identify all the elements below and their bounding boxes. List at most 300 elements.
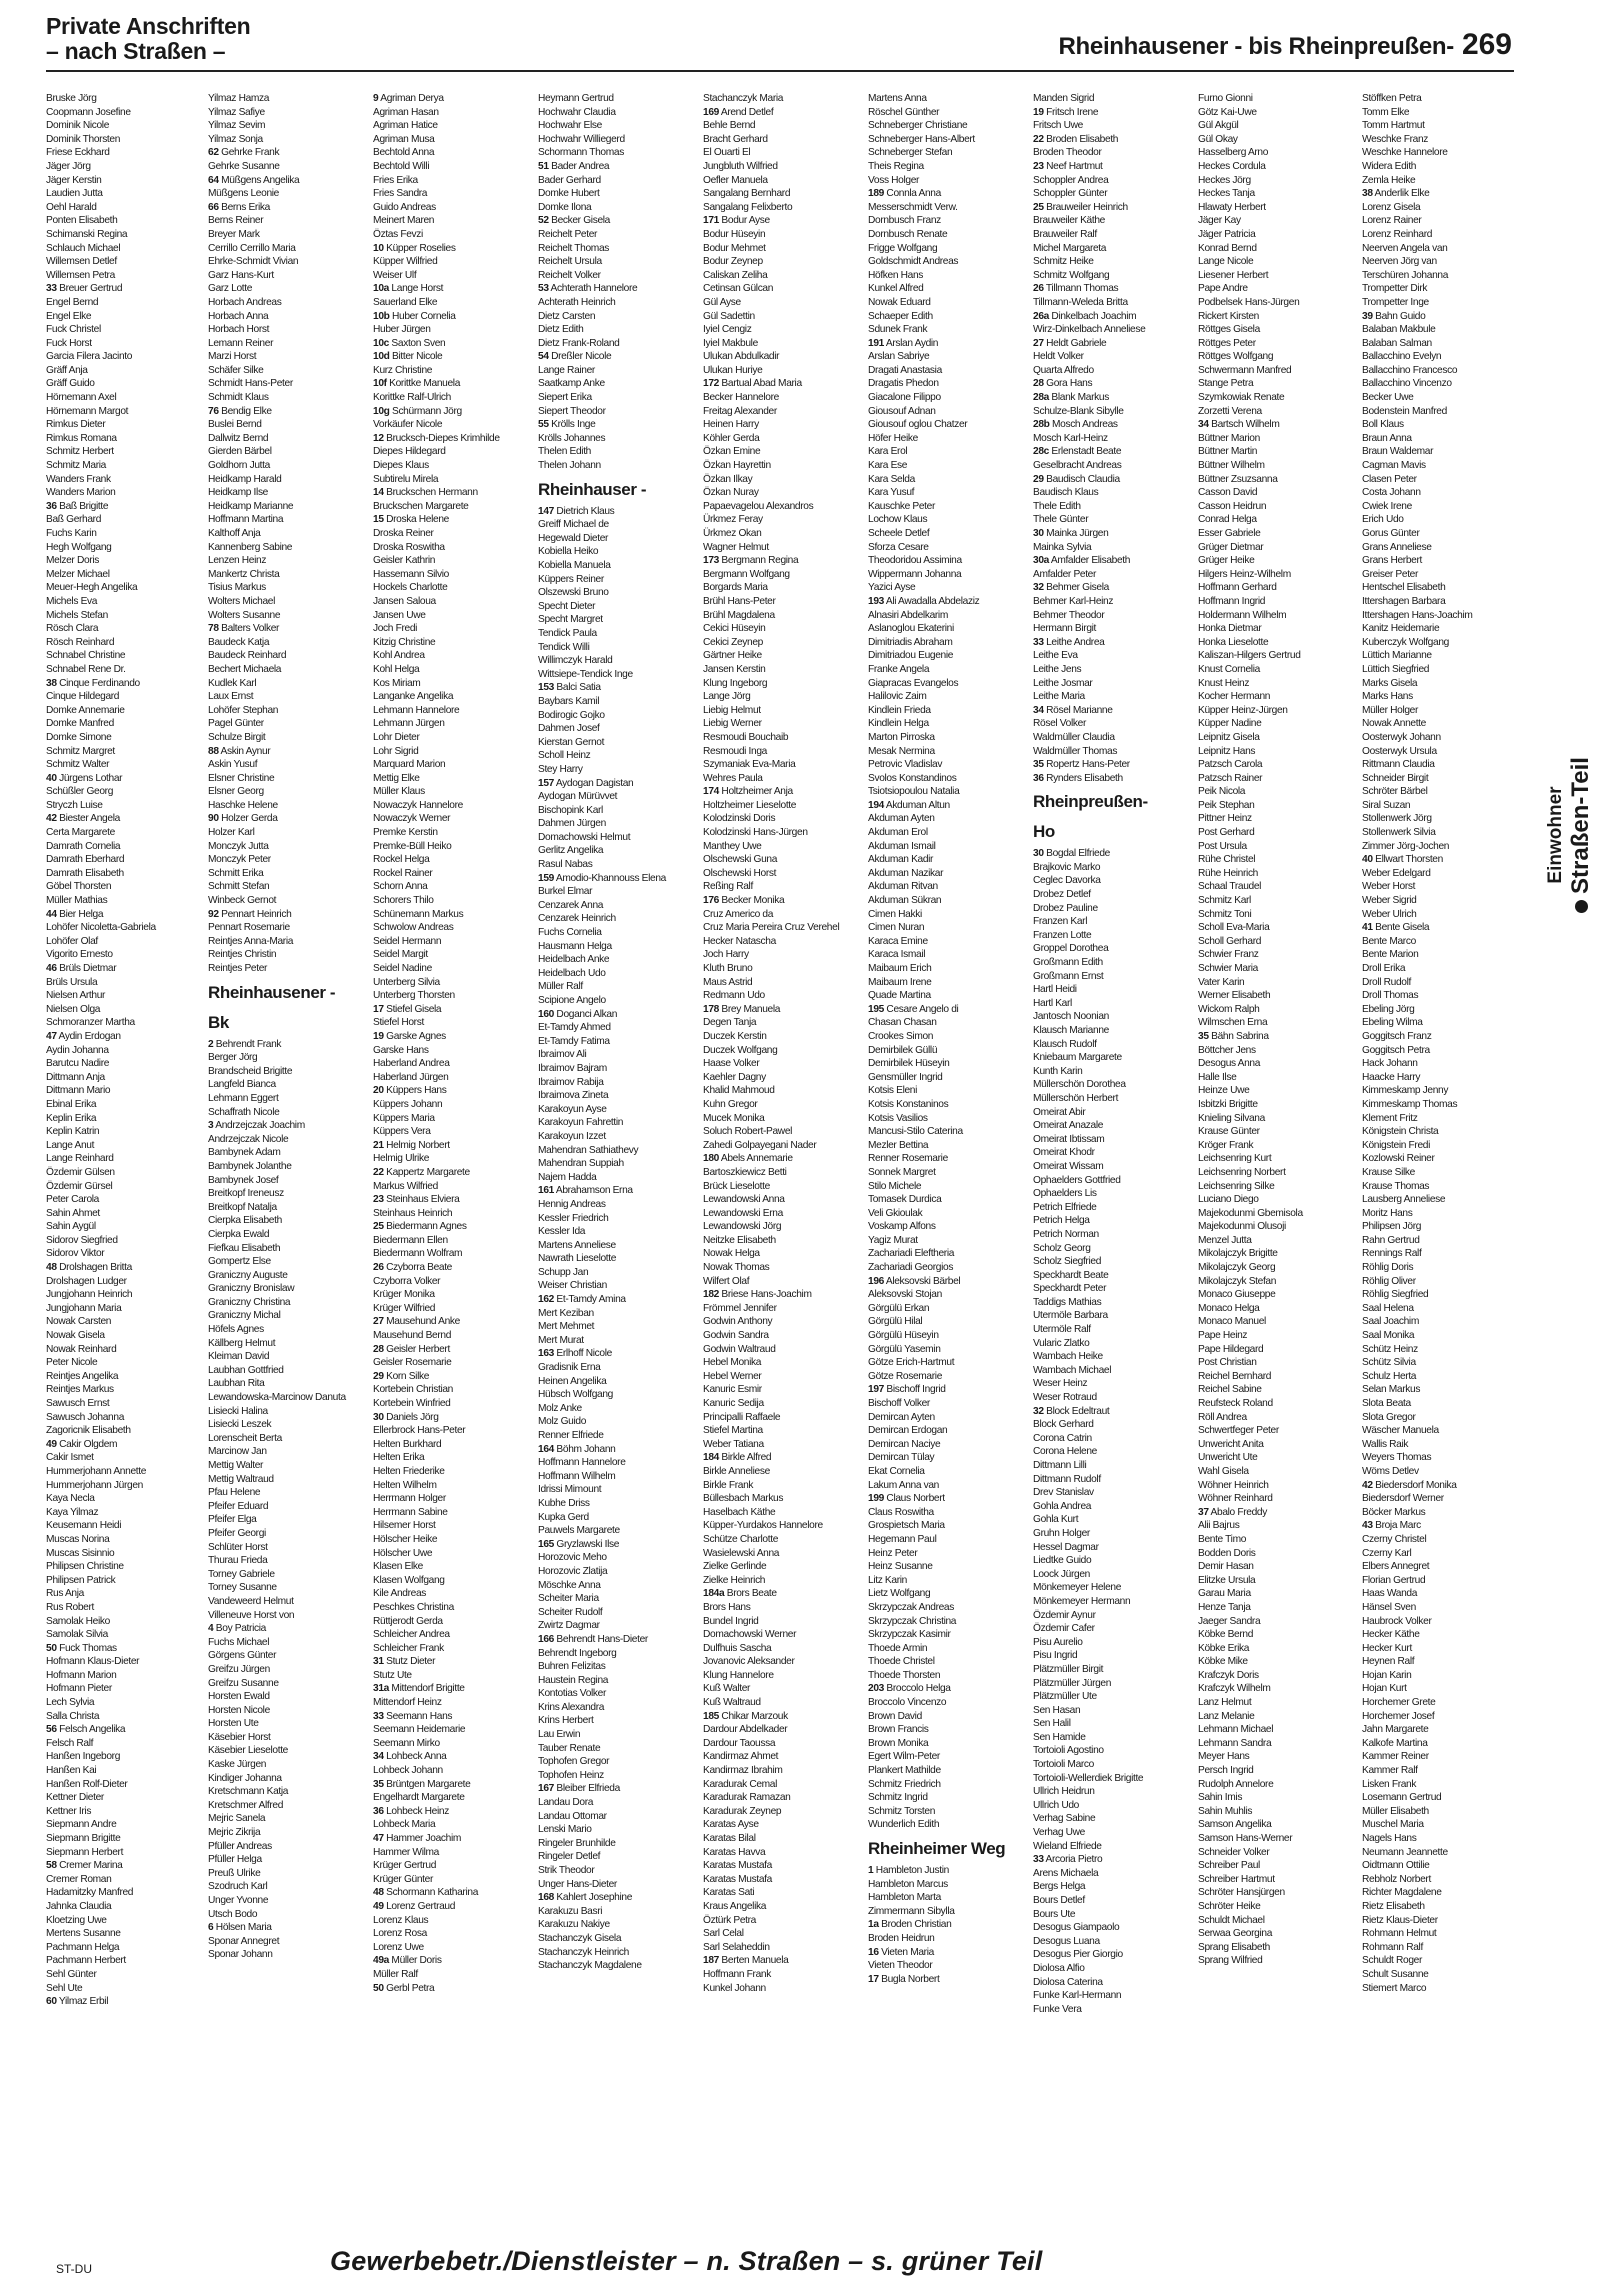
directory-entry: Möschke Anna bbox=[538, 1579, 601, 1591]
directory-entry: 90 Holzer Gerda bbox=[208, 813, 278, 825]
directory-entry: Özkan Ilkay bbox=[703, 473, 753, 485]
directory-entry: Schütz Heinz bbox=[1362, 1343, 1418, 1355]
directory-entry: Nawrath Lieselotte bbox=[538, 1253, 617, 1265]
directory-entry: Grans Herbert bbox=[1362, 555, 1422, 567]
directory-entry: Bechtold Willi bbox=[373, 160, 430, 172]
directory-entry: Droska Reiner bbox=[373, 528, 434, 539]
directory-column-6 bbox=[868, 92, 1030, 2222]
directory-entry: Brühl Hans-Peter bbox=[703, 595, 776, 607]
directory-entry: Theis Regina bbox=[868, 160, 924, 172]
directory-entry: Özdemir Cafer bbox=[1033, 1623, 1095, 1635]
house-number: 32 bbox=[1033, 1405, 1044, 1417]
directory-entry: Tauber Renate bbox=[538, 1742, 601, 1754]
directory-entry: Dietz Edith bbox=[538, 324, 584, 336]
directory-entry: Mettig Walter bbox=[208, 1460, 264, 1471]
directory-entry: Wolters Michael bbox=[208, 595, 276, 607]
directory-entry: Hlawaty Herbert bbox=[1198, 201, 1266, 213]
directory-entry: Claus Roswitha bbox=[868, 1506, 934, 1518]
directory-entry: Drolshagen Ludger bbox=[46, 1275, 127, 1287]
directory-entry: Lorenz Uwe bbox=[373, 1941, 424, 1953]
directory-entry: Pachmann Herbert bbox=[46, 1955, 126, 1967]
directory-entry: Gül Akgül bbox=[1198, 120, 1239, 132]
house-number: 23 bbox=[373, 1194, 384, 1206]
directory-entry: Holdermann Wilhelm bbox=[1198, 609, 1287, 621]
directory-entry: Demirbilek Güllü bbox=[868, 1044, 938, 1056]
directory-entry: Hoffmann Ingrid bbox=[1198, 595, 1266, 607]
directory-entry: Bergs Helga bbox=[1033, 1881, 1086, 1893]
directory-entry: Nielsen Olga bbox=[46, 1003, 101, 1015]
directory-entry: Goldschmidt Andreas bbox=[868, 256, 959, 268]
directory-entry: Siepmann Brigitte bbox=[46, 1833, 121, 1844]
directory-entry: Freitag Alexander bbox=[703, 405, 777, 417]
directory-entry: Rus Anja bbox=[46, 1588, 84, 1600]
directory-entry: Monczyk Peter bbox=[208, 854, 271, 866]
directory-entry: Post Ursula bbox=[1198, 840, 1247, 852]
directory-entry: Kluth Bruno bbox=[703, 963, 753, 974]
directory-entry: Ibraimov Bajram bbox=[538, 1062, 607, 1074]
directory-entry: Majekodunmi Gbemisola bbox=[1198, 1207, 1303, 1219]
house-number: 168 bbox=[538, 1892, 554, 1904]
house-number: 10d bbox=[373, 351, 390, 363]
directory-entry: Winbeck Gernot bbox=[208, 895, 277, 907]
directory-entry: Marquard Marion bbox=[373, 759, 446, 771]
directory-entry: Schneberger Christiane bbox=[868, 120, 968, 132]
house-number: 78 bbox=[208, 623, 219, 635]
directory-entry: Martens Anneliese bbox=[538, 1239, 616, 1251]
directory-entry: Kretschmann Katja bbox=[208, 1786, 289, 1798]
house-number: 187 bbox=[703, 1955, 719, 1967]
directory-entry: Schmitz Ingrid bbox=[868, 1792, 928, 1804]
directory-entry: 44 Bier Helga bbox=[46, 908, 104, 920]
directory-entry: Diepes Hildegard bbox=[373, 446, 446, 458]
directory-entry: Casson Heidrun bbox=[1198, 500, 1267, 512]
directory-entry: Schupp Jan bbox=[538, 1266, 589, 1278]
directory-entry: Ehrke-Schmidt Vivian bbox=[208, 256, 299, 268]
directory-entry: 10f Korittke Manuela bbox=[373, 378, 461, 390]
directory-entry: Reichelt Ursula bbox=[538, 256, 602, 268]
directory-entry: Cremer Roman bbox=[46, 1873, 112, 1885]
directory-entry: 22 Kappertz Margarete bbox=[373, 1166, 470, 1178]
directory-entry: Sahin Imis bbox=[1198, 1792, 1243, 1804]
directory-entry: Schütz Silvia bbox=[1362, 1357, 1416, 1369]
house-number: 26a bbox=[1033, 310, 1049, 322]
directory-entry: Krins Herbert bbox=[538, 1715, 594, 1727]
directory-entry: Stilo Michele bbox=[868, 1180, 922, 1192]
directory-entry: 35 Ropertz Hans-Peter bbox=[1033, 759, 1130, 771]
directory-entry: 160 Doganci Alkan bbox=[538, 1008, 618, 1020]
directory-entry: Sawusch Ernst bbox=[46, 1398, 110, 1409]
directory-entry: Kara Erol bbox=[868, 446, 908, 458]
directory-entry: Mejric Sanela bbox=[208, 1813, 266, 1825]
street-heading: Ho bbox=[1033, 822, 1055, 842]
directory-entry: Cimen Nuran bbox=[868, 922, 925, 934]
house-number: 165 bbox=[538, 1538, 554, 1550]
directory-entry: Schmidt Klaus bbox=[208, 392, 269, 404]
directory-entry: Heckes Tanja bbox=[1198, 188, 1255, 200]
directory-entry: Bruske Jörg bbox=[46, 93, 97, 104]
directory-entry: Müller Ralf bbox=[373, 1968, 418, 1980]
directory-entry: Stachanczyk Gisela bbox=[538, 1932, 622, 1944]
directory-entry: Gohla Andrea bbox=[1033, 1500, 1092, 1512]
directory-entry: Brors Hans bbox=[703, 1601, 751, 1613]
house-number: 22 bbox=[373, 1166, 384, 1178]
directory-entry: Dahmen Josef bbox=[538, 723, 600, 735]
directory-entry: Schneider Volker bbox=[1198, 1846, 1270, 1858]
directory-entry: Giacalone Filippo bbox=[868, 392, 941, 404]
directory-entry: Michels Stefan bbox=[46, 609, 108, 621]
house-number: 66 bbox=[208, 201, 219, 213]
directory-entry: Pape Andre bbox=[1198, 283, 1248, 295]
directory-entry: Kuberczyk Wolfgang bbox=[1362, 636, 1449, 648]
directory-entry: Hoffmann Gerhard bbox=[1198, 582, 1277, 594]
directory-entry: Heinen Harry bbox=[703, 419, 759, 431]
directory-entry: Demircan Ayten bbox=[868, 1411, 935, 1423]
directory-entry: Ullrich Heidrun bbox=[1033, 1786, 1095, 1798]
house-number: 184 bbox=[703, 1452, 719, 1464]
directory-entry: Özdemir Gülsen bbox=[46, 1166, 115, 1178]
directory-entry: Breitkopf Ireneusz bbox=[208, 1188, 284, 1200]
directory-entry: Brown Monika bbox=[868, 1737, 929, 1749]
directory-entry: Leipnitz Gisela bbox=[1198, 731, 1260, 743]
directory-entry: Stachanczyk Heinrich bbox=[538, 1946, 629, 1958]
directory-entry: Hölscher Uwe bbox=[373, 1547, 433, 1559]
directory-entry: Leichsenring Kurt bbox=[1198, 1153, 1272, 1165]
directory-entry: Lorenz Klaus bbox=[373, 1914, 429, 1926]
directory-entry: Kotsis Konstaninos bbox=[868, 1098, 949, 1110]
directory-entry: Pachmann Helga bbox=[46, 1941, 120, 1953]
directory-column-7 bbox=[1033, 92, 1195, 2222]
directory-entry: 34 Lohbeck Anna bbox=[373, 1751, 447, 1763]
house-number: 21 bbox=[373, 1139, 384, 1151]
directory-entry: 187 Berten Manuela bbox=[703, 1955, 789, 1967]
directory-entry: 161 Abrahamson Erna bbox=[538, 1185, 633, 1197]
directory-entry: Joch Fredi bbox=[373, 623, 418, 635]
directory-entry: Haberland Andrea bbox=[373, 1058, 450, 1070]
house-number: 184a bbox=[703, 1588, 725, 1600]
directory-entry: Isbitzki Brigitte bbox=[1198, 1098, 1258, 1110]
directory-entry: Kandirmaz Ibrahim bbox=[703, 1765, 783, 1777]
heading-line-1: Private Anschriften bbox=[46, 13, 251, 39]
directory-entry: 171 Bodur Ayse bbox=[703, 215, 770, 227]
directory-entry: Pfau Helene bbox=[208, 1487, 261, 1499]
directory-entry: Thoede Christel bbox=[868, 1656, 935, 1668]
directory-entry: Krölls Johannes bbox=[538, 432, 606, 444]
directory-entry: Hilgers Heinz-Wilhelm bbox=[1198, 568, 1291, 580]
directory-entry: Müller Klaus bbox=[373, 786, 425, 798]
house-number: 167 bbox=[538, 1783, 554, 1795]
directory-entry: Renner Rosemarie bbox=[868, 1153, 948, 1165]
directory-entry: Liebig Werner bbox=[703, 718, 762, 730]
directory-entry: Kammer Ralf bbox=[1362, 1765, 1418, 1777]
directory-entry: Ballacchino Evelyn bbox=[1362, 351, 1442, 363]
directory-entry: Scholl Heinz bbox=[538, 750, 591, 762]
directory-entry: Pape Heinz bbox=[1198, 1330, 1248, 1342]
directory-entry: Müller Holger bbox=[1362, 704, 1419, 716]
directory-entry: Müller Elisabeth bbox=[1362, 1805, 1429, 1817]
directory-entry: Rudolph Annelore bbox=[1198, 1778, 1274, 1790]
directory-entry: Kretschmer Alfred bbox=[208, 1799, 284, 1811]
directory-entry: Kandirmaz Ahmet bbox=[703, 1751, 779, 1763]
directory-entry: Sidorov Siegfried bbox=[46, 1234, 118, 1246]
directory-entry: 169 Arend Detlef bbox=[703, 106, 774, 118]
directory-entry: Dominik Nicole bbox=[46, 120, 110, 132]
directory-entry: 195 Cesare Angelo di bbox=[868, 1003, 959, 1015]
directory-entry: Bodur Zeynep bbox=[703, 256, 763, 268]
directory-entry: Diolosa Alfio bbox=[1033, 1962, 1085, 1974]
directory-entry: Caliskan Zeliha bbox=[703, 269, 768, 281]
directory-entry: Godwin Anthony bbox=[703, 1316, 773, 1328]
directory-entry: Broden Heidrun bbox=[868, 1932, 935, 1944]
directory-entry: Dornbusch Franz bbox=[868, 215, 941, 227]
directory-entry: Mert Mehmet bbox=[538, 1321, 595, 1333]
directory-entry: Herrmann Sabine bbox=[373, 1506, 448, 1518]
heading-line-2: – nach Straßen – bbox=[46, 38, 226, 64]
directory-entry: Brüls Ursula bbox=[46, 976, 98, 988]
directory-entry: Jäger Kay bbox=[1198, 215, 1241, 227]
directory-entry: Scheele Detlef bbox=[868, 528, 930, 539]
directory-entry: Garcia Filera Jacinto bbox=[46, 351, 133, 363]
directory-entry: Jäger Patricia bbox=[1198, 228, 1256, 240]
directory-entry: Nowak Annette bbox=[1362, 718, 1426, 730]
directory-entry: 174 Holtzheimer Anja bbox=[703, 786, 793, 798]
directory-entry: Klausch Marianne bbox=[1033, 1025, 1109, 1036]
directory-entry: Mancusi-Stilo Caterina bbox=[868, 1126, 963, 1138]
directory-entry: Lanz Helmut bbox=[1198, 1697, 1252, 1709]
directory-entry: Lohr Dieter bbox=[373, 731, 420, 743]
directory-entry: 34 Bartsch Wilhelm bbox=[1198, 419, 1280, 431]
directory-entry: Frigge Wolfgang bbox=[868, 242, 938, 254]
directory-entry: Öztas Fevzi bbox=[373, 228, 423, 240]
directory-entry: Bischoff Volker bbox=[868, 1398, 930, 1409]
directory-entry: Krüger Günter bbox=[373, 1873, 434, 1885]
directory-entry: Franzen Karl bbox=[1033, 916, 1088, 928]
directory-entry: Goggitsch Franz bbox=[1362, 1030, 1432, 1042]
directory-entry: Karakoyun Izzet bbox=[538, 1130, 606, 1142]
directory-entry: Gräff Guido bbox=[46, 378, 95, 390]
house-number: 36 bbox=[46, 500, 57, 512]
directory-entry: Dittmann Mario bbox=[46, 1085, 111, 1097]
directory-entry: Rittmann Claudia bbox=[1362, 759, 1435, 771]
directory-entry: Petrich Helga bbox=[1033, 1215, 1090, 1227]
directory-entry: Wambach Heike bbox=[1033, 1351, 1103, 1363]
directory-entry: Dallwitz Bernd bbox=[208, 432, 269, 444]
directory-entry: Behle Bernd bbox=[703, 120, 756, 132]
house-number: 33 bbox=[373, 1710, 384, 1722]
directory-entry: Ballacchino Francesco bbox=[1362, 364, 1458, 376]
directory-entry: Wunderlich Edith bbox=[868, 1819, 940, 1831]
house-number: 182 bbox=[703, 1289, 719, 1301]
directory-entry: Schaal Traudel bbox=[1198, 881, 1262, 893]
directory-entry: Voss Holger bbox=[868, 174, 920, 186]
house-number: 159 bbox=[538, 872, 554, 884]
directory-entry: Salla Christa bbox=[46, 1710, 100, 1722]
directory-entry: Garske Hans bbox=[373, 1044, 429, 1056]
house-number: 28b bbox=[1033, 419, 1050, 431]
directory-entry: Königstein Christa bbox=[1362, 1126, 1439, 1138]
directory-entry: Buslei Bernd bbox=[208, 419, 262, 431]
directory-entry: Messerschmidt Verw. bbox=[868, 201, 958, 213]
directory-entry: Monczyk Jutta bbox=[208, 840, 269, 852]
house-number: 34 bbox=[1198, 419, 1209, 431]
directory-entry: Schulz Herta bbox=[1362, 1370, 1417, 1382]
directory-entry: 36 Rynders Elisabeth bbox=[1033, 772, 1123, 784]
directory-entry: 36 Lohbeck Heinz bbox=[373, 1805, 449, 1817]
directory-entry: Horbach Anna bbox=[208, 310, 269, 322]
directory-entry: Dittmann Rudolf bbox=[1033, 1473, 1101, 1485]
directory-entry: Drobez Pauline bbox=[1033, 902, 1098, 914]
directory-entry: Karakuzu Nakiye bbox=[538, 1919, 610, 1931]
directory-entry: Wahl Gisela bbox=[1198, 1465, 1249, 1477]
house-number: 162 bbox=[538, 1294, 554, 1306]
directory-entry: Hennig Andreas bbox=[538, 1198, 606, 1210]
directory-entry: Degen Tanja bbox=[703, 1017, 757, 1029]
directory-entry: 43 Broja Marc bbox=[1362, 1520, 1421, 1532]
directory-entry: Oosterwyk Ursula bbox=[1362, 745, 1437, 757]
directory-entry: Szymkowiak Renate bbox=[1198, 392, 1285, 404]
directory-entry: Gensmüller Ingrid bbox=[868, 1071, 943, 1083]
directory-entry: Helten Friederike bbox=[373, 1465, 445, 1477]
directory-entry: 14 Bruckschen Hermann bbox=[373, 487, 478, 499]
directory-entry: Wanders Frank bbox=[46, 473, 111, 485]
directory-entry: Seidel Margit bbox=[373, 949, 428, 961]
directory-entry: Gompertz Else bbox=[208, 1256, 271, 1268]
directory-entry: Brown David bbox=[868, 1710, 922, 1722]
directory-entry: Hanßen Kai bbox=[46, 1765, 97, 1777]
house-number: 166 bbox=[538, 1633, 554, 1645]
house-number: 171 bbox=[703, 215, 719, 227]
directory-entry: Demirbilek Hüseyin bbox=[868, 1058, 950, 1070]
directory-entry: 19 Garske Agnes bbox=[373, 1030, 446, 1042]
house-number: 185 bbox=[703, 1710, 719, 1722]
directory-entry: Horozovic Zlatija bbox=[538, 1565, 608, 1577]
directory-entry: Dominik Thorsten bbox=[46, 133, 121, 145]
directory-entry: Thoede Thorsten bbox=[868, 1669, 941, 1681]
directory-entry: Speckhardt Peter bbox=[1033, 1283, 1107, 1295]
directory-entry: Fritsch Uwe bbox=[1033, 120, 1083, 132]
directory-entry: Tophofen Gregor bbox=[538, 1756, 610, 1768]
house-number: 36 bbox=[1033, 772, 1044, 784]
directory-entry: Elsner Georg bbox=[208, 786, 264, 798]
directory-entry: Liedtke Guido bbox=[1033, 1555, 1092, 1567]
directory-entry: Zorzetti Verena bbox=[1198, 405, 1262, 417]
directory-entry: Horozovic Meho bbox=[538, 1552, 607, 1564]
directory-entry: Maibaum Erich bbox=[868, 963, 932, 974]
directory-entry: 32 Block Edeltraut bbox=[1033, 1405, 1110, 1417]
house-number: 172 bbox=[703, 378, 719, 390]
directory-entry: 50 Gerbl Petra bbox=[373, 1982, 435, 1994]
directory-entry: Domke Simone bbox=[46, 731, 112, 743]
directory-entry: Rasul Nabas bbox=[538, 859, 593, 871]
directory-entry: 35 Bähn Sabrina bbox=[1198, 1030, 1269, 1042]
directory-entry: Kara Selda bbox=[868, 473, 915, 485]
directory-entry: Olschewski Guna bbox=[703, 854, 778, 866]
directory-entry: Geisler Rosemarie bbox=[373, 1357, 452, 1369]
directory-entry: Hassemann Silvio bbox=[373, 568, 449, 580]
directory-entry: Kohl Helga bbox=[373, 663, 420, 675]
directory-entry: Certa Margarete bbox=[46, 827, 115, 839]
directory-entry: Tillmann-Weleda Britta bbox=[1033, 296, 1128, 308]
directory-entry: Schult Susanne bbox=[1362, 1968, 1429, 1980]
directory-entry: Knust Cornelia bbox=[1198, 663, 1260, 675]
directory-entry: Keusemann Heidi bbox=[46, 1520, 122, 1532]
directory-entry: Neerven Angela van bbox=[1362, 242, 1448, 254]
directory-entry: Kaehler Dagny bbox=[703, 1071, 766, 1083]
directory-entry: Weber Tatiana bbox=[703, 1438, 764, 1450]
directory-entry: 26 Czyborra Beate bbox=[373, 1262, 453, 1274]
directory-entry: Lausberg Anneliese bbox=[1362, 1194, 1446, 1206]
directory-entry: Mönkemeyer Hermann bbox=[1033, 1595, 1131, 1607]
directory-entry: Karatas Sati bbox=[703, 1887, 755, 1899]
directory-entry: Cruz Americo da bbox=[703, 908, 774, 920]
directory-entry: Lochow Klaus bbox=[868, 514, 928, 526]
directory-entry: 28a Blank Markus bbox=[1033, 392, 1109, 404]
directory-entry: Patzsch Carola bbox=[1198, 759, 1263, 771]
directory-entry: Heynen Ralf bbox=[1362, 1656, 1415, 1668]
directory-entry: 41 Bente Gisela bbox=[1362, 922, 1430, 934]
directory-entry: Horbach Andreas bbox=[208, 296, 282, 308]
directory-entry: Subtirelu Mirela bbox=[373, 473, 439, 485]
directory-entry: Frömmel Jennifer bbox=[703, 1302, 777, 1314]
directory-entry: Damrath Eberhard bbox=[46, 854, 125, 866]
directory-entry: Olszewski Bruno bbox=[538, 587, 609, 599]
directory-entry: Akduman Ritvan bbox=[868, 881, 938, 893]
directory-entry: Klausch Rudolf bbox=[1033, 1038, 1097, 1050]
directory-entry: Kara Ese bbox=[868, 460, 908, 472]
directory-entry: Menzel Jutta bbox=[1198, 1234, 1252, 1246]
directory-entry: Ullrich Udo bbox=[1033, 1799, 1079, 1811]
directory-entry: Hörnemann Margot bbox=[46, 405, 129, 417]
directory-entry: Biedermann Ellen bbox=[373, 1234, 448, 1246]
directory-entry: Weiser Ulf bbox=[373, 269, 417, 281]
directory-entry: Rietz Elisabeth bbox=[1362, 1900, 1425, 1912]
directory-entry: Klasen Elke bbox=[373, 1561, 423, 1573]
house-number: 43 bbox=[1362, 1520, 1373, 1532]
directory-entry: Kindlein Helga bbox=[868, 718, 929, 730]
directory-entry: 10d Bitter Nicole bbox=[373, 351, 443, 363]
directory-entry: Schäfer Silke bbox=[208, 364, 264, 376]
directory-entry: Hermann Birgit bbox=[1033, 623, 1097, 635]
directory-entry: Plätzmüller Birgit bbox=[1033, 1663, 1104, 1675]
directory-entry: Schmitz Toni bbox=[1198, 908, 1252, 920]
directory-entry: Hänsel Sven bbox=[1362, 1601, 1416, 1613]
directory-entry: 56 Felsch Angelika bbox=[46, 1724, 126, 1736]
directory-entry: Stryczh Luise bbox=[46, 799, 103, 811]
directory-entry: Schmitt Stefan bbox=[208, 881, 270, 893]
directory-entry: Jansen Kerstin bbox=[703, 663, 766, 675]
directory-entry: Müller Ralf bbox=[538, 981, 583, 993]
directory-entry: Et-Tamdy Ahmed bbox=[538, 1022, 611, 1034]
directory-entry: Vieten Theodor bbox=[868, 1960, 933, 1972]
directory-entry: Schnabel Christine bbox=[46, 650, 126, 662]
directory-entry: Olschewski Horst bbox=[703, 867, 777, 879]
house-number: 49 bbox=[373, 1900, 384, 1912]
directory-entry: Plankert Mathilde bbox=[868, 1765, 941, 1777]
directory-entry: Lorenz Reinhard bbox=[1362, 228, 1433, 240]
house-number: 25 bbox=[1033, 201, 1044, 213]
directory-entry: Ponten Elisabeth bbox=[46, 215, 118, 227]
directory-entry: Müßgens Leonie bbox=[208, 188, 279, 200]
house-number: 19 bbox=[1033, 106, 1044, 118]
directory-entry: Mittendorf Heinz bbox=[373, 1697, 442, 1709]
directory-entry: Wolters Susanne bbox=[208, 609, 281, 621]
house-number: 31a bbox=[373, 1683, 389, 1695]
directory-entry: Tendick Paula bbox=[538, 627, 597, 639]
directory-entry: Hilsemer Horst bbox=[373, 1520, 436, 1532]
directory-entry: Peschkes Christina bbox=[373, 1601, 454, 1613]
directory-entry: Fuchs Michael bbox=[208, 1636, 270, 1648]
directory-entry: Lange Rainer bbox=[538, 364, 595, 376]
directory-entry: Fuchs Cornelia bbox=[538, 927, 602, 939]
